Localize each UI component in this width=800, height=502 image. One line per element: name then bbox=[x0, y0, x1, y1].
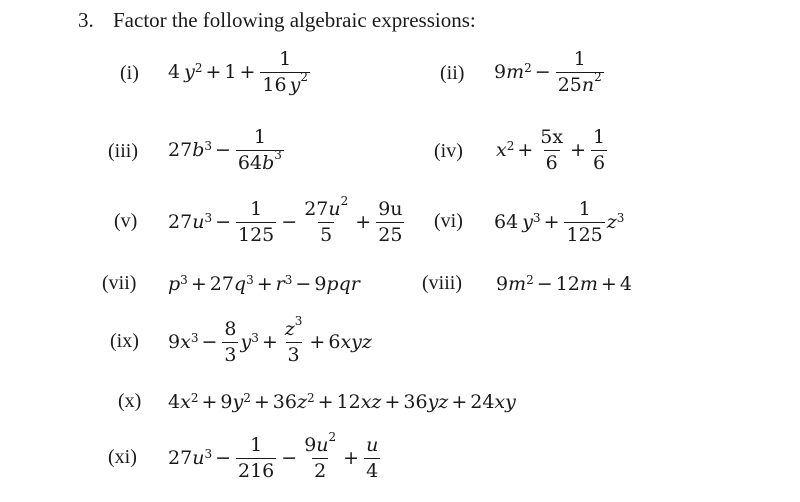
part-x-label: (x) bbox=[118, 390, 142, 412]
part-viii-expression: 9 m $^2$ − 12 m + 4 bbox=[496, 273, 632, 295]
part-iv-expression: x $^2$ + $\frac{5x}{6}$ + $\frac{1}{6}$ bbox=[496, 125, 606, 174]
part-vi-expression: 64 y $^3$ + $\frac{1}{125}$ z $^3$ bbox=[494, 197, 625, 246]
part-v-label: (v) bbox=[114, 210, 138, 232]
fraction: $\frac{1}{216}$ bbox=[238, 433, 275, 482]
fraction: $\frac{1}{16 y^2}$ bbox=[262, 47, 308, 96]
part-ix-label: (ix) bbox=[110, 330, 139, 352]
fraction: $\frac{5x}{6}$ bbox=[540, 125, 564, 174]
fraction: $\frac{1}{125}$ bbox=[566, 197, 603, 246]
part-i-label: (i) bbox=[120, 62, 139, 84]
part-iv-label: (iv) bbox=[434, 140, 463, 162]
part-i-expression: 4 y $^2$ + 1 + $\frac{1}{16 y^2}$ bbox=[168, 47, 308, 96]
part-vii-label: (vii) bbox=[102, 272, 137, 294]
part-xi-label: (xi) bbox=[108, 446, 137, 468]
part-ix-expression: 9 x $^3$ − $\frac{8}{3}$ y $^3$ + $\frac{z^3}{3}$ + 6 xyz bbox=[168, 313, 372, 366]
fraction: $\frac{27u^2}{5}$ bbox=[304, 193, 349, 246]
part-v-expression: 27 u $^3$ − $\frac{1}{125}$ − $\frac{27u^2}{5}$ + $\frac{9u}{25}$ bbox=[168, 193, 403, 246]
part-vii-expression: p $^3$ + 27 q $^3$ + r $^3$ − 9 pqr bbox=[168, 273, 360, 295]
fraction: $\frac{u}{4}$ bbox=[366, 433, 379, 482]
fraction: $\frac{1}{125}$ bbox=[238, 197, 275, 246]
fraction: $\frac{z^3}{3}$ bbox=[284, 313, 303, 366]
part-xi-expression: 27 u $^3$ − $\frac{1}{216}$ − $\frac{9u^2}{2}$ + $\frac{u}{4}$ bbox=[168, 429, 379, 482]
part-ii-label: (ii) bbox=[440, 62, 465, 84]
part-viii-label: (viii) bbox=[422, 272, 462, 294]
question-prompt: Factor the following algebraic expressions: bbox=[113, 8, 476, 32]
fraction: $\frac{9u}{25}$ bbox=[378, 197, 403, 246]
part-x-expression: 4 x $^2$ + 9 y $^2$ + 36 z $^2$ + 12 xz + 36 yz + 24 xy bbox=[168, 391, 516, 413]
question-number: 3. bbox=[78, 8, 94, 32]
fraction: $\frac{9u^2}{2}$ bbox=[304, 429, 337, 482]
fraction: $\frac{1}{64b^3}$ bbox=[237, 125, 282, 174]
part-ii-expression: 9 m $^2$ − $\frac{1}{25n^2}$ bbox=[494, 47, 602, 96]
question-heading bbox=[78, 8, 476, 33]
part-vi-label: (vi) bbox=[434, 210, 463, 232]
fraction: $\frac{1}{6}$ bbox=[593, 125, 606, 174]
part-iii-expression: 27 b $^3$ − $\frac{1}{64b^3}$ bbox=[168, 125, 282, 174]
part-iii-label: (iii) bbox=[108, 140, 138, 162]
fraction: $\frac{1}{25n^2}$ bbox=[557, 47, 602, 96]
fraction: $\frac{8}{3}$ bbox=[224, 317, 237, 366]
